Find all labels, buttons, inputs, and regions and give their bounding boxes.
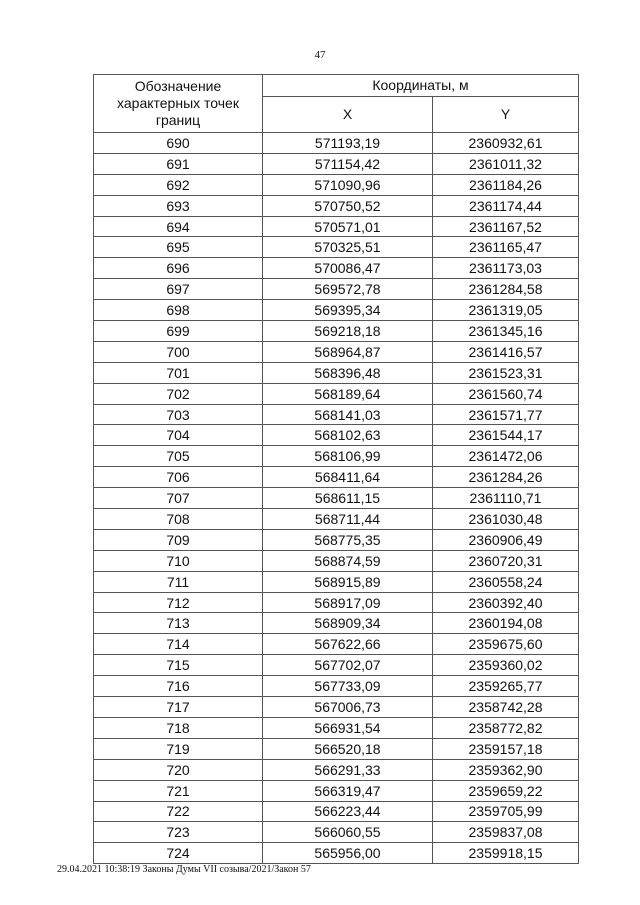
x-coordinate-cell: 566319,47 [263, 780, 433, 801]
x-coordinate-cell: 568396,48 [263, 362, 433, 383]
point-id-cell: 718 [94, 717, 263, 738]
table-row [94, 467, 579, 488]
point-id-cell: 711 [94, 571, 263, 592]
y-coordinate-cell: 2361165,47 [433, 237, 579, 258]
point-id-cell: 717 [94, 697, 263, 718]
y-coordinate-cell: 2361284,58 [433, 279, 579, 300]
point-id-cell: 695 [94, 237, 263, 258]
x-coordinate-cell: 566291,33 [263, 759, 433, 780]
table-row [94, 383, 579, 404]
x-coordinate-cell: 571090,96 [263, 174, 433, 195]
table-row [94, 321, 579, 342]
point-id-cell: 714 [94, 634, 263, 655]
point-id-cell: 707 [94, 488, 263, 509]
y-coordinate-cell: 2361523,31 [433, 362, 579, 383]
x-coordinate-cell: 567006,73 [263, 697, 433, 718]
table-row [94, 341, 579, 362]
table-row [94, 133, 579, 154]
table-row [94, 446, 579, 467]
table-row [94, 717, 579, 738]
x-coordinate-cell: 566060,55 [263, 822, 433, 843]
y-coordinate-cell: 2360906,49 [433, 529, 579, 550]
x-coordinate-cell: 568964,87 [263, 341, 433, 362]
table-body [94, 133, 579, 864]
point-id-cell: 723 [94, 822, 263, 843]
page-number: 47 [314, 49, 326, 61]
table-row [94, 362, 579, 383]
x-coordinate-cell: 568102,63 [263, 425, 433, 446]
y-coordinate-cell: 2361110,71 [433, 488, 579, 509]
table-row [94, 676, 579, 697]
table-row [94, 425, 579, 446]
y-coordinate-cell: 2361345,16 [433, 321, 579, 342]
point-id-cell: 710 [94, 550, 263, 571]
x-coordinate-cell: 568189,64 [263, 383, 433, 404]
x-coordinate-cell: 571154,42 [263, 153, 433, 174]
table-row [94, 634, 579, 655]
point-id-cell: 713 [94, 613, 263, 634]
table-row [94, 822, 579, 843]
x-coordinate-cell: 569395,34 [263, 300, 433, 321]
table-row [94, 697, 579, 718]
y-coordinate-cell: 2359360,02 [433, 655, 579, 676]
table-row [94, 571, 579, 592]
y-coordinate-cell: 2360392,40 [433, 592, 579, 613]
point-id-cell: 706 [94, 467, 263, 488]
point-id-cell: 701 [94, 362, 263, 383]
y-coordinate-cell: 2359659,22 [433, 780, 579, 801]
y-coordinate-cell: 2359837,08 [433, 822, 579, 843]
y-column-header: Y [433, 97, 579, 133]
table-row [94, 592, 579, 613]
x-coordinate-cell: 568917,09 [263, 592, 433, 613]
y-coordinate-cell: 2361571,77 [433, 404, 579, 425]
coordinates-header: Координаты, м [263, 75, 579, 97]
table-row [94, 613, 579, 634]
document-footer: 29.04.2021 10:38:19 Законы Думы VII созыва/2021/Закон 57 [57, 864, 311, 875]
y-coordinate-cell: 2361544,17 [433, 425, 579, 446]
point-id-cell: 704 [94, 425, 263, 446]
point-id-cell: 698 [94, 300, 263, 321]
x-coordinate-cell: 570325,51 [263, 237, 433, 258]
x-coordinate-cell: 566520,18 [263, 738, 433, 759]
y-coordinate-cell: 2359705,99 [433, 801, 579, 822]
point-id-cell: 716 [94, 676, 263, 697]
table-row [94, 258, 579, 279]
point-id-cell: 700 [94, 341, 263, 362]
x-coordinate-cell: 571193,19 [263, 133, 433, 154]
point-id-cell: 694 [94, 216, 263, 237]
x-coordinate-cell: 567733,09 [263, 676, 433, 697]
y-coordinate-cell: 2361167,52 [433, 216, 579, 237]
point-id-cell: 719 [94, 738, 263, 759]
point-id-cell: 720 [94, 759, 263, 780]
y-coordinate-cell: 2359265,77 [433, 676, 579, 697]
y-coordinate-cell: 2361174,44 [433, 195, 579, 216]
point-id-cell: 702 [94, 383, 263, 404]
y-coordinate-cell: 2361030,48 [433, 509, 579, 530]
table-row [94, 738, 579, 759]
x-coordinate-cell: 565956,00 [263, 843, 433, 864]
table-row [94, 153, 579, 174]
y-coordinate-cell: 2361319,05 [433, 300, 579, 321]
x-coordinate-cell: 568874,59 [263, 550, 433, 571]
x-coordinate-cell: 566223,44 [263, 801, 433, 822]
table-row [94, 655, 579, 676]
x-coordinate-cell: 569572,78 [263, 279, 433, 300]
point-id-cell: 721 [94, 780, 263, 801]
y-coordinate-cell: 2361184,26 [433, 174, 579, 195]
table-row [94, 404, 579, 425]
x-coordinate-cell: 566931,54 [263, 717, 433, 738]
point-id-cell: 691 [94, 153, 263, 174]
x-coordinate-cell: 568141,03 [263, 404, 433, 425]
x-coordinate-cell: 567702,07 [263, 655, 433, 676]
y-coordinate-cell: 2360558,24 [433, 571, 579, 592]
table-row [94, 509, 579, 530]
point-designation-header: Обозначение характерных точек границ [94, 75, 263, 133]
x-coordinate-cell: 568411,64 [263, 467, 433, 488]
table-header [94, 75, 579, 133]
y-coordinate-cell: 2358772,82 [433, 717, 579, 738]
x-coordinate-cell: 569218,18 [263, 321, 433, 342]
y-coordinate-cell: 2358742,28 [433, 697, 579, 718]
point-id-cell: 690 [94, 133, 263, 154]
table-row [94, 780, 579, 801]
table-row [94, 488, 579, 509]
table-row [94, 195, 579, 216]
x-column-header: X [263, 97, 433, 133]
y-coordinate-cell: 2360720,31 [433, 550, 579, 571]
table-row [94, 843, 579, 864]
y-coordinate-cell: 2359362,90 [433, 759, 579, 780]
point-id-cell: 703 [94, 404, 263, 425]
point-id-cell: 693 [94, 195, 263, 216]
y-coordinate-cell: 2361472,06 [433, 446, 579, 467]
point-id-cell: 699 [94, 321, 263, 342]
table-row [94, 279, 579, 300]
y-coordinate-cell: 2360932,61 [433, 133, 579, 154]
y-coordinate-cell: 2360194,08 [433, 613, 579, 634]
x-coordinate-cell: 568915,89 [263, 571, 433, 592]
point-id-cell: 692 [94, 174, 263, 195]
table-row [94, 237, 579, 258]
point-id-cell: 724 [94, 843, 263, 864]
point-id-cell: 705 [94, 446, 263, 467]
point-id-cell: 696 [94, 258, 263, 279]
y-coordinate-cell: 2359157,18 [433, 738, 579, 759]
point-id-cell: 715 [94, 655, 263, 676]
table-row [94, 759, 579, 780]
x-coordinate-cell: 570571,01 [263, 216, 433, 237]
y-coordinate-cell: 2361284,26 [433, 467, 579, 488]
x-coordinate-cell: 570086,47 [263, 258, 433, 279]
table-row [94, 174, 579, 195]
point-id-cell: 709 [94, 529, 263, 550]
x-coordinate-cell: 568909,34 [263, 613, 433, 634]
table-row [94, 216, 579, 237]
point-id-cell: 712 [94, 592, 263, 613]
y-coordinate-cell: 2361416,57 [433, 341, 579, 362]
table-row [94, 300, 579, 321]
x-coordinate-cell: 568775,35 [263, 529, 433, 550]
coordinates-table [93, 74, 579, 864]
table-row [94, 529, 579, 550]
point-id-cell: 722 [94, 801, 263, 822]
x-coordinate-cell: 568711,44 [263, 509, 433, 530]
point-id-cell: 697 [94, 279, 263, 300]
table-row [94, 801, 579, 822]
x-coordinate-cell: 568611,15 [263, 488, 433, 509]
y-coordinate-cell: 2361173,03 [433, 258, 579, 279]
x-coordinate-cell: 568106,99 [263, 446, 433, 467]
table-row [94, 550, 579, 571]
y-coordinate-cell: 2361560,74 [433, 383, 579, 404]
x-coordinate-cell: 570750,52 [263, 195, 433, 216]
x-coordinate-cell: 567622,66 [263, 634, 433, 655]
point-id-cell: 708 [94, 509, 263, 530]
y-coordinate-cell: 2359675,60 [433, 634, 579, 655]
y-coordinate-cell: 2359918,15 [433, 843, 579, 864]
y-coordinate-cell: 2361011,32 [433, 153, 579, 174]
